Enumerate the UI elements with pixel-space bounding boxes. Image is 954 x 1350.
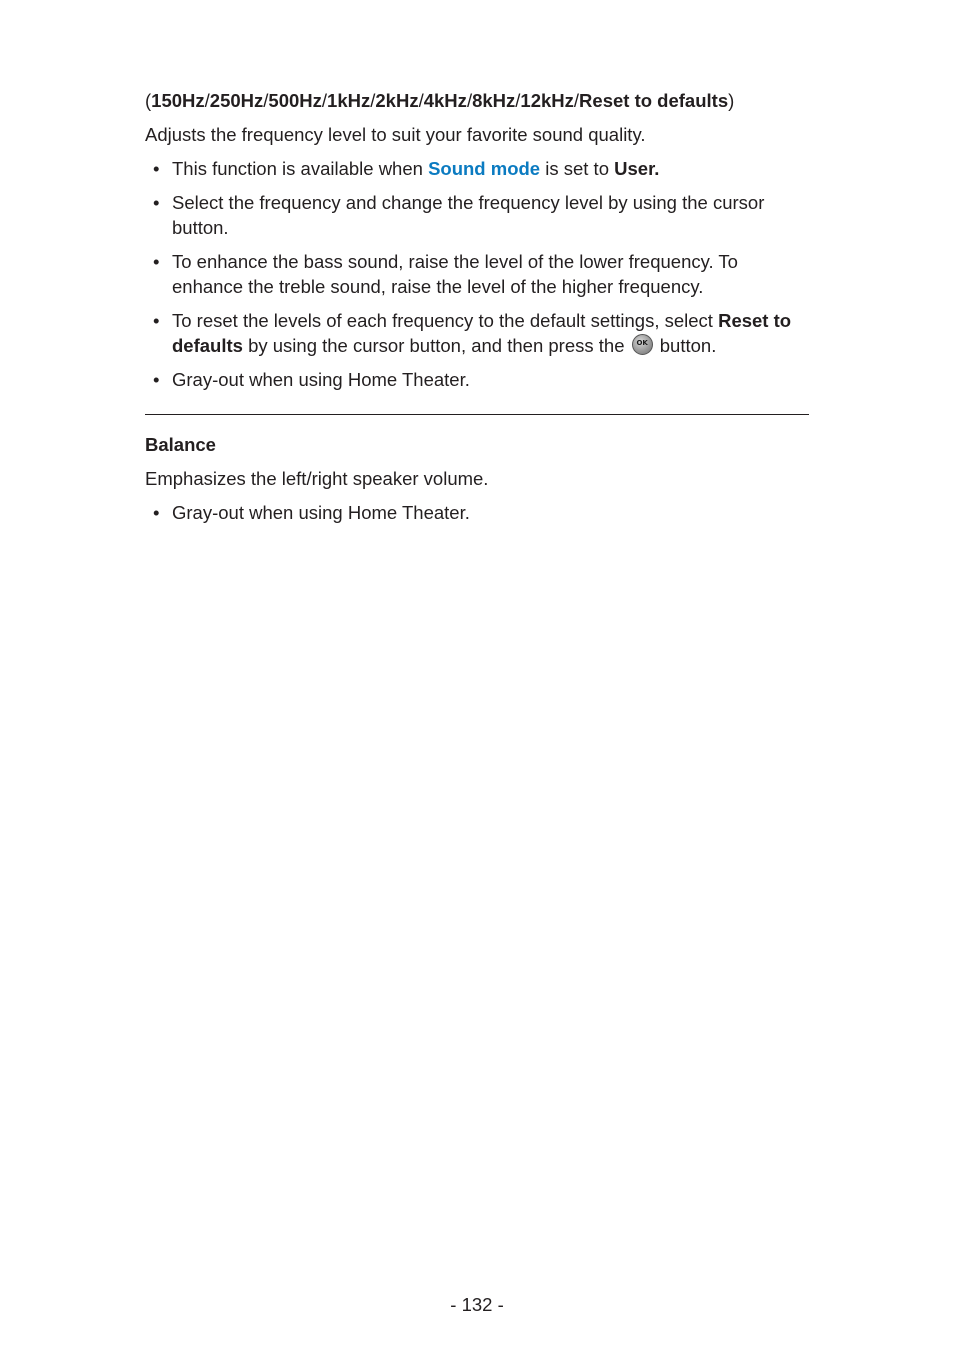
balance-description: Emphasizes the left/right speaker volume.: [145, 468, 489, 489]
option-reset-to-defaults: Reset to defaults: [579, 90, 729, 111]
list-item: [145, 367, 809, 392]
option-250hz: 250Hz: [209, 90, 264, 111]
option-separator: /: [573, 90, 580, 111]
option-separator: /: [418, 90, 424, 111]
option-150hz: 150Hz: [151, 90, 205, 111]
option-separator: /: [204, 90, 210, 111]
bullet: •: [153, 158, 160, 179]
option-1khz: 1kHz: [327, 90, 371, 111]
option-separator: /: [321, 90, 328, 111]
bullet: •: [153, 192, 160, 213]
bullet: •: [153, 310, 160, 331]
equalizer-notes-list: [145, 156, 809, 392]
note-text: Gray-out when using Home Theater.: [172, 502, 470, 523]
equalizer-description: Adjusts the frequency level to suit your favorite sound quality.: [145, 124, 646, 145]
options-close-paren: ): [728, 90, 735, 111]
page-content: [145, 88, 809, 534]
option-separator: /: [263, 90, 269, 111]
page-number: - 132 -: [450, 1294, 504, 1315]
list-item: [145, 308, 809, 358]
list-item: [145, 500, 809, 525]
section-divider: [145, 414, 809, 415]
ok-button-icon: [632, 334, 653, 355]
note-text: by using the cursor button, and then press the: [242, 335, 630, 356]
user-mode-value: User.: [614, 158, 660, 179]
list-item: [145, 190, 809, 240]
option-12khz: 12kHz: [520, 90, 574, 111]
balance-notes-list: [145, 500, 809, 525]
sound-mode-link[interactable]: Sound mode: [428, 158, 541, 179]
bullet: •: [153, 369, 160, 390]
frequency-options: [145, 88, 809, 113]
bullet: •: [153, 502, 160, 523]
option-separator: /: [370, 90, 376, 111]
reset-to-defaults-label: Reset to defaults: [172, 310, 792, 356]
option-500hz: 500Hz: [268, 90, 322, 111]
note-text: Gray-out when using Home Theater.: [172, 369, 470, 390]
balance-heading: Balance: [145, 434, 216, 455]
note-text: button.: [654, 335, 717, 356]
list-item: [145, 156, 809, 181]
bullet: •: [153, 251, 160, 272]
note-text: Select the frequency and change the frequency level by using the cursor button.: [172, 192, 765, 238]
list-item: [145, 249, 809, 299]
option-4khz: 4kHz: [423, 90, 467, 111]
options-open-paren: (: [145, 90, 152, 111]
note-text: This function is available when: [172, 158, 429, 179]
option-2khz: 2kHz: [375, 90, 419, 111]
note-text: To reset the levels of each frequency to the default settings, select: [172, 310, 719, 331]
note-text: is set to: [540, 158, 615, 179]
note-text: To enhance the bass sound, raise the level of the lower frequency. To enhance the treble sound, raise the level of the higher frequency.: [172, 251, 738, 297]
option-8khz: 8kHz: [472, 90, 516, 111]
option-separator: /: [515, 90, 521, 111]
option-separator: /: [466, 90, 473, 111]
ok-icon-label: OK: [636, 339, 648, 347]
